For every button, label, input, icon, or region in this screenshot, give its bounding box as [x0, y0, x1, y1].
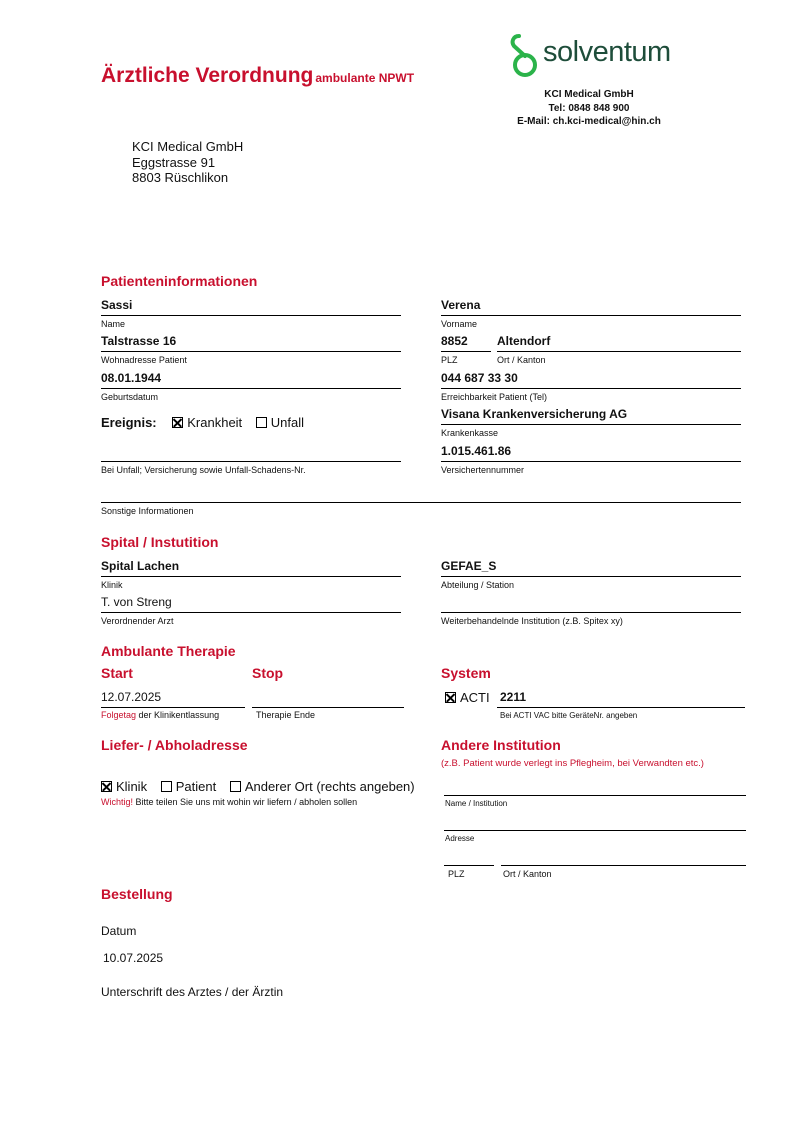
followup-label: Weiterbehandelnde Institution (z.B. Spitex xy) [441, 616, 623, 626]
patient-ort-value[interactable]: Altendorf [497, 334, 551, 348]
section-patient: Patienteninformationen [101, 273, 258, 289]
stop-date-field[interactable] [252, 707, 404, 708]
patient-address-label: Wohnadresse Patient [101, 355, 187, 365]
company-phone: Tel: 0848 848 900 [548, 102, 630, 114]
insurance-number-label: Versichertennummer [441, 465, 525, 475]
other-ort-field[interactable] [501, 865, 746, 866]
patient-phone-label: Erreichbarkeit Patient (Tel) [441, 392, 548, 402]
logo-text: solventum [543, 36, 671, 68]
accident-field[interactable] [101, 461, 401, 462]
checkbox-unfall[interactable] [256, 417, 267, 428]
divider [441, 461, 741, 462]
other-plz-label: PLZ [448, 869, 465, 879]
start-label-rest: der Klinikentlassung [138, 710, 220, 720]
opt-other-label: Anderer Ort (rechts angeben) [244, 779, 415, 794]
patient-phone-value[interactable]: 044 687 33 30 [441, 371, 518, 385]
order-date-value[interactable]: 10.07.2025 [103, 951, 164, 965]
patient-birthdate-value[interactable]: 08.01.1944 [101, 371, 162, 385]
insurer-label: Krankenkasse [441, 428, 499, 438]
station-label: Abteilung / Station [441, 580, 515, 590]
divider [101, 388, 401, 389]
insurer-value[interactable]: Visana Krankenversicherung AG [441, 407, 628, 421]
doctor-label: Verordnender Arzt [101, 616, 174, 626]
patient-birthdate-label: Geburtsdatum [101, 392, 159, 402]
event-krankheit-label: Krankheit [187, 415, 243, 430]
system-title: System [441, 665, 491, 681]
delivery-note-rest: Bitte teilen Sie uns mit wohin wir liefern / abholen sollen [135, 797, 358, 807]
event-label: Ereignis: [101, 415, 157, 430]
patient-address-value[interactable]: Talstrasse 16 [101, 334, 177, 348]
checkbox-patient[interactable] [161, 781, 172, 792]
system-name: ACTI [460, 690, 490, 705]
patient-plz-value[interactable]: 8852 [441, 334, 468, 348]
divider [441, 351, 491, 352]
doctor-value[interactable]: T. von Streng [101, 595, 172, 609]
company-email: E-Mail: ch.kci-medical@hin.ch [517, 116, 661, 127]
stop-label: Therapie Ende [256, 710, 316, 720]
recipient-line1: KCI Medical GmbH [132, 139, 244, 154]
form-title [101, 64, 414, 88]
solventum-logo-icon [509, 34, 543, 83]
other-info-label: Sonstige Informationen [101, 506, 194, 516]
patient-name-label: Name [101, 319, 126, 329]
event-unfall-label: Unfall [270, 415, 305, 430]
section-other-institution: Andere Institution [441, 737, 561, 753]
start-date-value[interactable]: 12.07.2025 [101, 690, 162, 704]
checkbox-klinik[interactable] [101, 781, 112, 792]
delivery-note [101, 797, 357, 807]
section-therapy: Ambulante Therapie [101, 643, 236, 659]
company-name: KCI Medical GmbH [544, 89, 634, 100]
signature-label: Unterschrift des Arztes / der Ärztin [101, 985, 284, 999]
order-date-label: Datum [101, 924, 137, 938]
divider [101, 351, 401, 352]
delivery-note-red: Wichtig! [101, 797, 134, 807]
divider [441, 388, 741, 389]
other-name-label: Name / Institution [445, 799, 508, 808]
divider [101, 576, 401, 577]
event-row [101, 415, 304, 430]
recipient-address [132, 139, 243, 186]
accident-label: Bei Unfall; Versicherung sowie Unfall-Schadens-Nr. [101, 465, 306, 475]
other-institution-hint: (z.B. Patient wurde verlegt ins Pflegheim, bei Verwandten etc.) [441, 758, 704, 769]
insurance-number-value[interactable]: 1.015.461.86 [441, 444, 512, 458]
section-order: Bestellung [101, 886, 173, 902]
patient-vorname-label: Vorname [441, 319, 478, 329]
section-hospital: Spital / Instutition [101, 534, 219, 550]
divider [441, 315, 741, 316]
form-title-main: Ärztliche Verordnung [101, 64, 314, 87]
clinic-value[interactable]: Spital Lachen [101, 559, 180, 573]
clinic-label: Klinik [101, 580, 123, 590]
other-name-field[interactable] [444, 795, 746, 796]
section-delivery: Liefer- / Abholadresse [101, 737, 248, 753]
delivery-options [101, 779, 415, 794]
divider [441, 424, 741, 425]
patient-ort-label: Ort / Kanton [497, 355, 546, 365]
patient-plz-label: PLZ [441, 355, 458, 365]
start-label-red: Folgetag [101, 710, 137, 720]
company-info [510, 88, 668, 129]
stop-title: Stop [252, 665, 284, 681]
divider [101, 315, 401, 316]
followup-field[interactable] [441, 612, 741, 613]
divider [497, 351, 741, 352]
divider [497, 707, 745, 708]
other-address-field[interactable] [444, 830, 746, 831]
recipient-line3: 8803 Rüschlikon [132, 170, 229, 185]
form-subtitle: ambulante NPWT [315, 71, 415, 85]
checkbox-acti[interactable] [445, 692, 456, 703]
start-label [101, 710, 219, 720]
patient-name-value[interactable]: Sassi [101, 298, 133, 312]
other-ort-label: Ort / Kanton [503, 869, 552, 879]
divider [101, 612, 401, 613]
recipient-line2: Eggstrasse 91 [132, 154, 216, 170]
checkbox-krankheit[interactable] [172, 417, 183, 428]
station-value[interactable]: GEFAE_S [441, 559, 497, 573]
system-note: Bei ACTI VAC bitte GeräteNr. angeben [500, 711, 638, 720]
opt-patient-label: Patient [175, 779, 217, 794]
checkbox-other-location[interactable] [230, 781, 241, 792]
patient-vorname-value[interactable]: Verena [441, 298, 481, 312]
system-row [445, 690, 490, 705]
start-title: Start [101, 665, 133, 681]
opt-klinik-label: Klinik [116, 779, 148, 794]
divider [441, 576, 741, 577]
divider [101, 707, 245, 708]
other-plz-field[interactable] [444, 865, 494, 866]
other-info-field[interactable] [101, 502, 741, 503]
system-number-value[interactable]: 2211 [500, 690, 527, 704]
other-address-label: Adresse [445, 834, 475, 843]
